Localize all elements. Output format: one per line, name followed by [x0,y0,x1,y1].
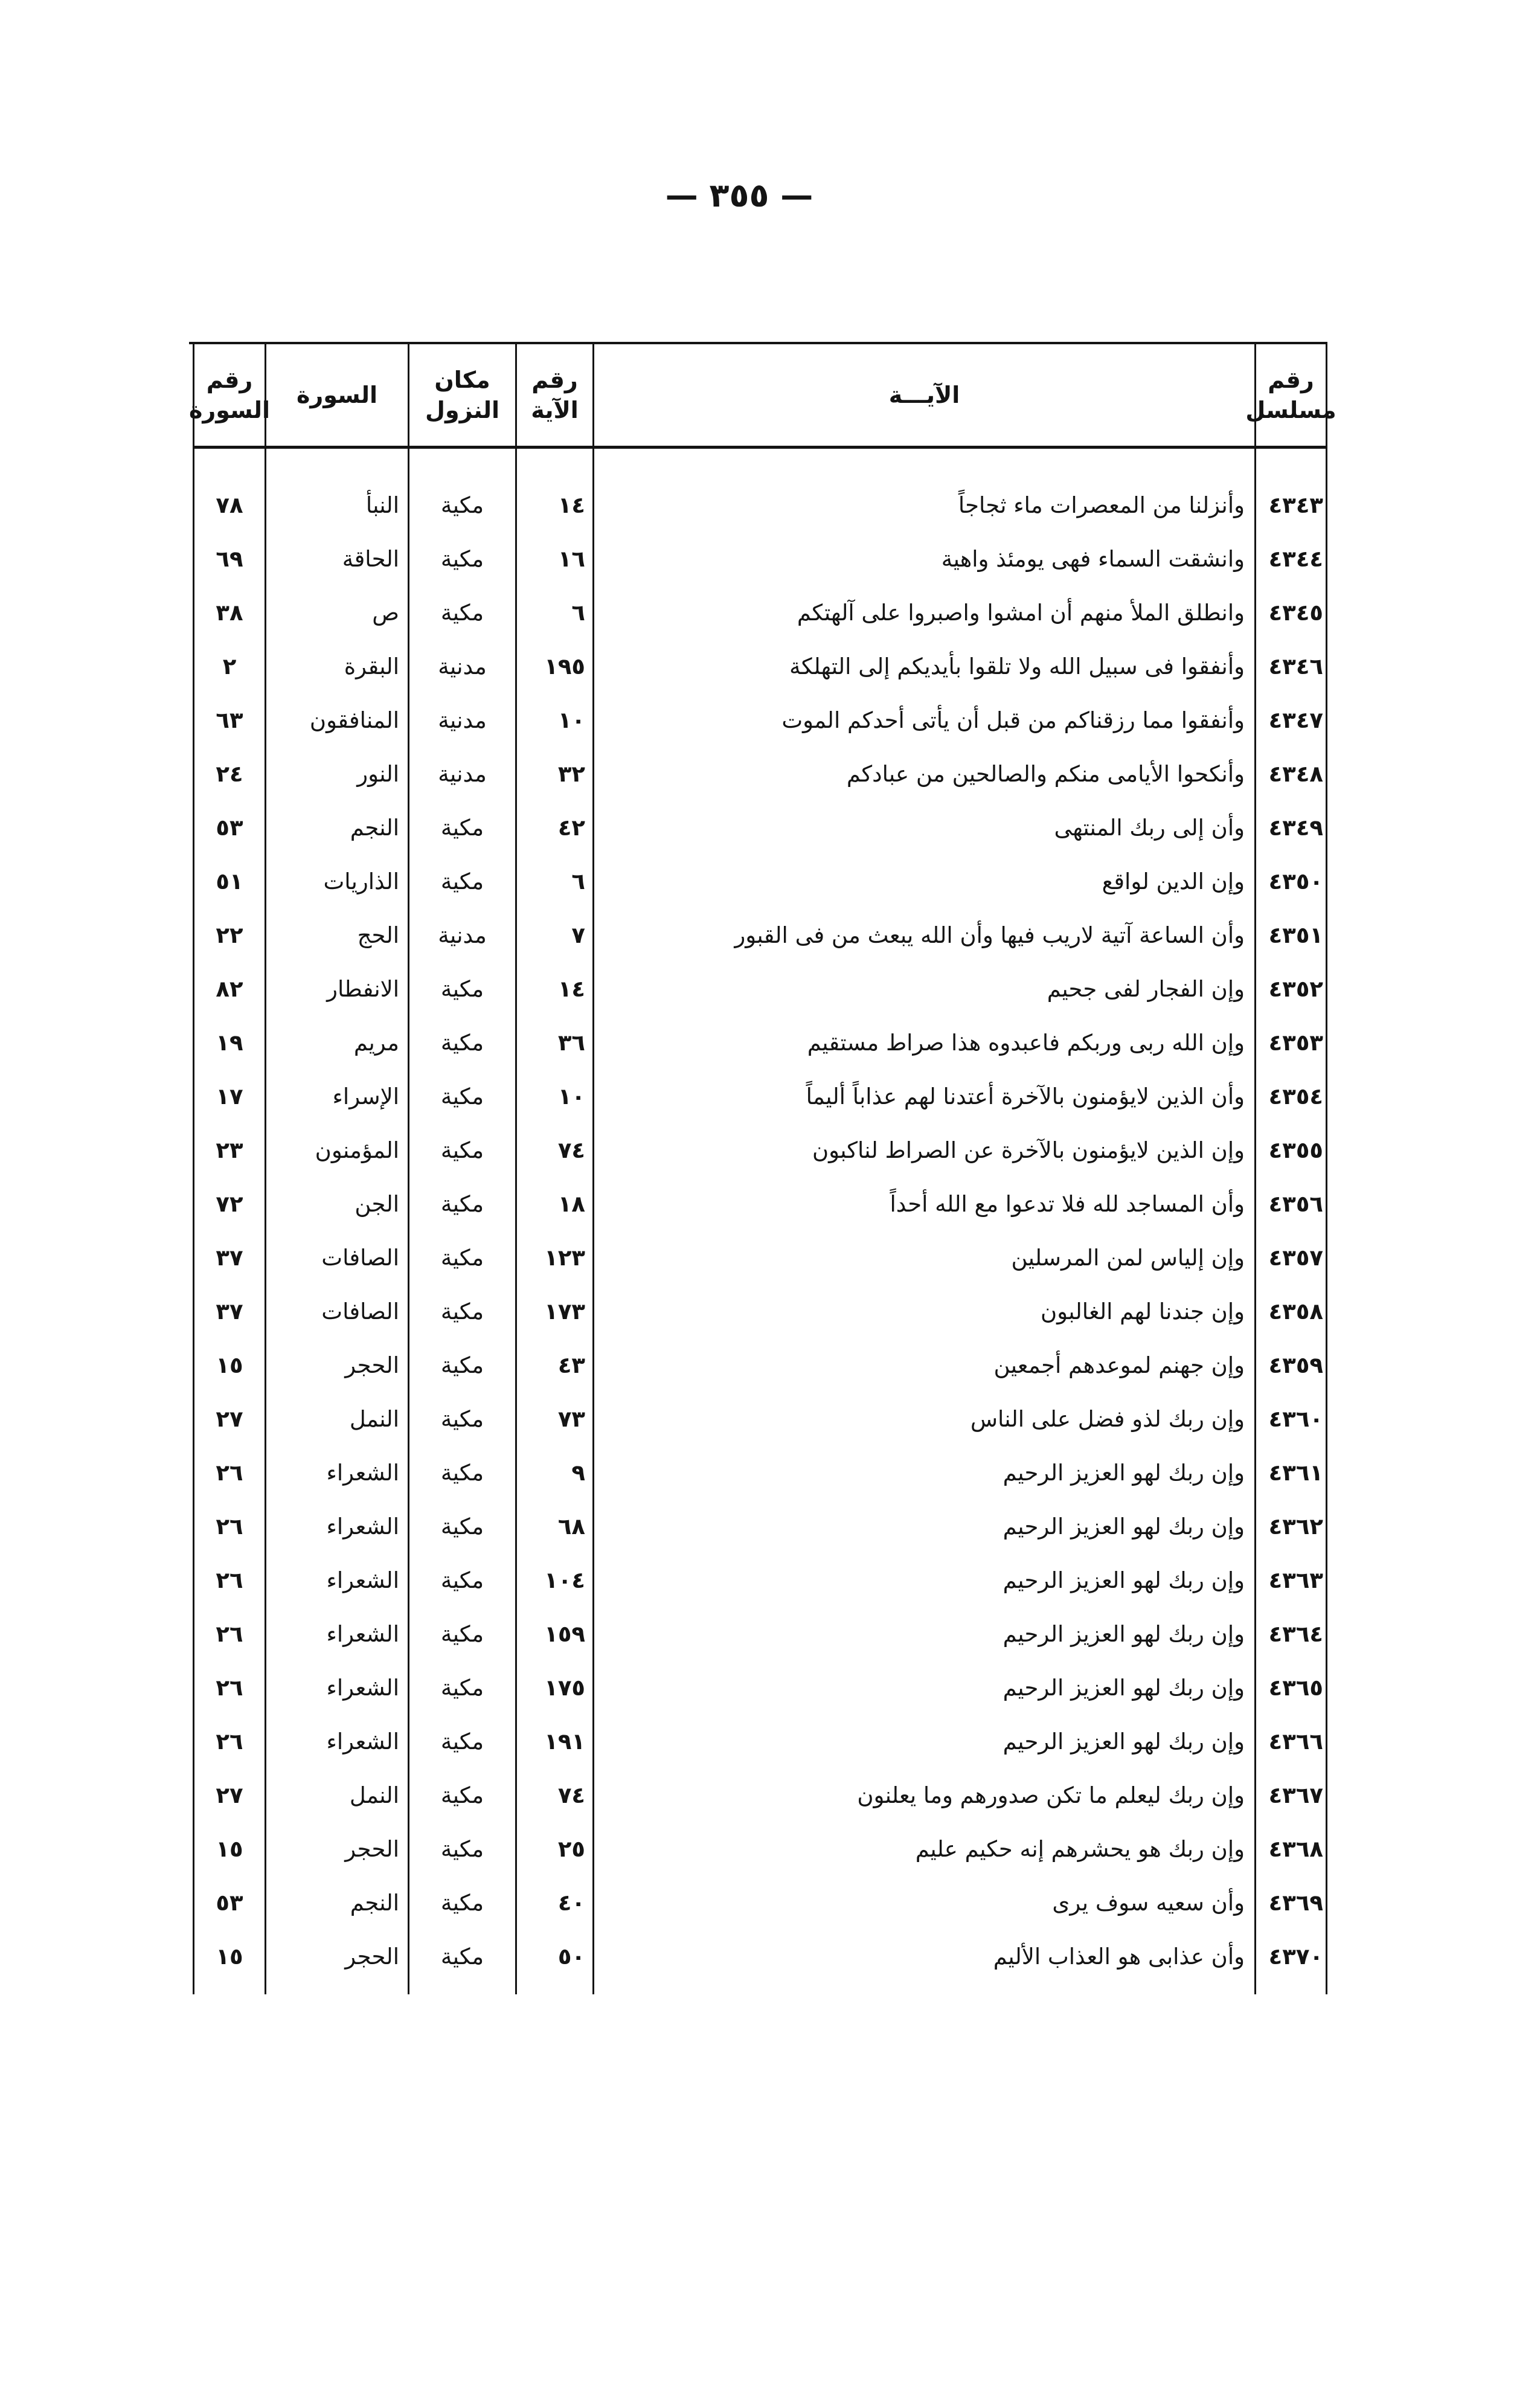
header-revelation-place [409,344,515,446]
surah-number-cell: ٧٨ [216,492,243,518]
table-row [193,1392,1327,1446]
surah-name-cell: المؤمنون [315,1137,399,1163]
table-body [193,478,1327,1983]
table-row [193,908,1327,962]
verse-text-cell: وإن الفجار لفى جحيم [1047,976,1245,1002]
verse-text-cell: وإن إلياس لمن المرسلين [1011,1245,1245,1271]
surah-number-cell: ٥٣ [216,815,243,841]
serial-number-cell: ٤٣٦٨ [1268,1836,1323,1862]
header-verse-label: الآيـــة [888,382,960,408]
verse-text-cell: وإن ربك لهو العزيز الرحيم [1003,1675,1245,1701]
surah-number-cell: ٦٣ [216,707,243,733]
surah-number-cell: ٦٩ [216,546,243,572]
surah-name-cell: الحجر [345,1944,399,1970]
surah-number-cell: ٣٧ [216,1245,243,1271]
verse-text-cell: وأن عذابى هو العذاب الأليم [993,1944,1245,1970]
surah-name-cell: الإسراء [332,1084,399,1109]
revelation-place-cell: مكية [440,1729,484,1755]
verse-text-cell: وإن ربك هو يحشرهم إنه حكيم عليم [915,1836,1245,1862]
revelation-place-cell: مدنية [438,922,487,948]
verse-text-cell: وإن جهنم لموعدهم أجمعين [993,1352,1245,1378]
serial-number-cell: ٤٣٦٢ [1268,1514,1323,1540]
surah-number-cell: ٢٢ [216,922,243,948]
surah-number-cell: ٥١ [216,869,243,894]
table-row [193,1231,1327,1285]
revelation-place-cell: مدنية [438,653,487,679]
serial-number-cell: ٤٣٦٣ [1268,1567,1323,1593]
verse-text-cell: وأن الذين لايؤمنون بالآخرة أعتدنا لهم عذاباً أليماً [806,1084,1245,1109]
verse-number-cell: ١٦ [557,546,585,572]
revelation-place-cell: مكية [440,815,484,841]
verse-text-cell: وإن ربك لذو فضل على الناس [970,1406,1245,1432]
serial-number-cell: ٤٣٥٩ [1268,1352,1323,1378]
table-row [193,640,1327,693]
verse-text-cell: وإن ربك لهو العزيز الرحيم [1003,1567,1245,1593]
header-surah-number-line1: رقم [206,367,253,393]
surah-name-cell: النبأ [365,492,399,518]
verse-number-cell: ٢٥ [557,1836,585,1862]
surah-name-cell: النجم [350,1890,399,1916]
table-row [193,962,1327,1016]
surah-name-cell: النجم [350,815,399,841]
revelation-place-cell: مكية [440,1460,484,1486]
verse-number-cell: ٩ [571,1460,585,1486]
surah-name-cell: الشعراء [326,1460,399,1486]
serial-number-cell: ٤٣٦٦ [1268,1729,1323,1755]
table-row [193,1661,1327,1715]
verse-text-cell: وإن ربك لهو العزيز الرحيم [1003,1460,1245,1486]
revelation-place-cell: مكية [440,1299,484,1325]
serial-number-cell: ٤٣٥٦ [1268,1191,1323,1217]
serial-number-cell: ٤٣٦٧ [1268,1782,1323,1808]
verse-text-cell: وأنكحوا الأيامى منكم والصالحين من عبادكم [846,761,1245,787]
table-row [193,1177,1327,1231]
revelation-place-cell: مكية [440,1944,484,1970]
verse-number-cell: ١٤ [557,492,585,518]
header-serial-line1: رقم [1268,367,1314,393]
table-row [193,1446,1327,1500]
surah-name-cell: الشعراء [326,1567,399,1593]
serial-number-cell: ٤٣٦٤ [1268,1621,1323,1647]
surah-number-cell: ٢٦ [216,1729,243,1755]
table-row [193,532,1327,586]
header-verse [594,344,1254,446]
verse-text-cell: وانطلق الملأ منهم أن امشوا واصبروا على آلهتكم [797,600,1245,626]
table-row [193,693,1327,747]
serial-number-cell: ٤٣٥١ [1268,922,1323,948]
header-verse-number-line2: الآية [531,397,579,423]
verse-text-cell: وإن الذين لايؤمنون بالآخرة عن الصراط لناكبون [812,1137,1245,1163]
revelation-place-cell: مكية [440,976,484,1002]
surah-number-cell: ٢٦ [216,1514,243,1540]
surah-number-cell: ٢٤ [216,761,243,787]
serial-number-cell: ٤٣٦٠ [1268,1406,1323,1432]
verse-number-cell: ٣٦ [557,1030,585,1056]
table-row [193,1070,1327,1123]
page-number: — ٣٥٥ — [665,176,813,214]
revelation-place-cell: مكية [440,1621,484,1647]
header-serial [1245,344,1336,446]
revelation-place-cell: مكية [440,492,484,518]
serial-number-cell: ٤٣٤٥ [1268,600,1323,626]
surah-number-cell: ٣٨ [216,600,243,626]
serial-number-cell: ٤٣٦٥ [1268,1675,1323,1701]
verse-number-cell: ٧٣ [557,1406,585,1432]
surah-name-cell: الذاريات [323,869,399,894]
verse-number-cell: ٧ [571,922,585,948]
table-row [193,1553,1327,1607]
revelation-place-cell: مكية [440,1782,484,1808]
verse-number-cell: ١٠٤ [544,1567,585,1593]
serial-number-cell: ٤٣٤٤ [1268,546,1323,572]
verse-number-cell: ٦ [571,869,585,894]
table-row [193,1822,1327,1876]
verse-text-cell: وأن المساجد لله فلا تدعوا مع الله أحداً [890,1191,1245,1217]
table-row [193,801,1327,855]
verse-text-cell: وأنزلنا من المعصرات ماء ثجاجاً [958,492,1245,518]
surah-name-cell: المنافقون [309,707,399,733]
surah-number-cell: ٥٣ [216,1890,243,1916]
header-surah-number-line2: السورة [188,397,271,423]
verse-number-cell: ٣٢ [557,761,585,787]
revelation-place-cell: مدنية [438,761,487,787]
surah-number-cell: ٢٧ [216,1782,243,1808]
verse-number-cell: ٥٠ [557,1944,585,1970]
table-header [188,344,1336,446]
header-verse-number [517,344,592,446]
surah-name-cell: الحجر [345,1352,399,1378]
surah-name-cell: البقرة [344,653,399,679]
revelation-place-cell: مكية [440,1245,484,1271]
header-surah-number [188,344,271,446]
verse-number-cell: ٤٢ [557,815,585,841]
verse-number-cell: ١٢٣ [544,1245,585,1271]
serial-number-cell: ٤٣٥٧ [1268,1245,1323,1271]
header-place-line1: مكان [434,367,490,393]
surah-number-cell: ٢٧ [216,1406,243,1432]
serial-number-cell: ٤٣٥٨ [1268,1299,1323,1325]
surah-name-cell: الحاقة [342,546,399,572]
verse-text-cell: وإن ربك لهو العزيز الرحيم [1003,1514,1245,1540]
table-row [193,747,1327,801]
revelation-place-cell: مكية [440,1836,484,1862]
table-row [193,586,1327,640]
revelation-place-cell: مدنية [438,707,487,733]
surah-name-cell: الشعراء [326,1675,399,1701]
verse-number-cell: ٧٤ [557,1782,585,1808]
verse-number-cell: ١٧٥ [544,1675,585,1701]
surah-number-cell: ١٥ [216,1836,243,1862]
surah-name-cell: الحج [357,922,399,948]
table-header-rule [193,446,1327,449]
header-place-line2: النزول [425,397,500,423]
surah-name-cell: ص [372,600,399,626]
revelation-place-cell: مكية [440,1514,484,1540]
serial-number-cell: ٤٣٥٣ [1268,1030,1323,1056]
surah-number-cell: ٣٧ [216,1299,243,1325]
table-row [193,1715,1327,1768]
table-row [193,478,1327,532]
surah-number-cell: ٨٢ [216,976,243,1002]
serial-number-cell: ٤٣٥٤ [1268,1084,1323,1109]
revelation-place-cell: مكية [440,1352,484,1378]
serial-number-cell: ٤٣٦١ [1268,1460,1323,1486]
verse-number-cell: ٤٣ [557,1352,585,1378]
serial-number-cell: ٤٣٥٠ [1268,869,1323,894]
header-surah-label: السورة [296,382,378,408]
surah-number-cell: ١٩ [216,1030,243,1056]
revelation-place-cell: مكية [440,1137,484,1163]
verse-text-cell: وإن جندنا لهم الغالبون [1041,1299,1245,1325]
table-row [193,1016,1327,1070]
table-row [193,1930,1327,1983]
verse-text-cell: وإن الله ربى وربكم فاعبدوه هذا صراط مستقيم [807,1030,1245,1056]
serial-number-cell: ٤٣٤٦ [1268,653,1323,679]
verse-number-cell: ١٨ [557,1191,585,1217]
verse-number-cell: ١٩١ [544,1729,585,1755]
verse-number-cell: ١٥٩ [544,1621,585,1647]
header-verse-number-line1: رقم [531,367,578,393]
verse-text-cell: وانشقت السماء فهى يومئذ واهية [941,546,1245,572]
surah-number-cell: ٢٣ [216,1137,243,1163]
verse-number-cell: ٦٨ [557,1514,585,1540]
revelation-place-cell: مكية [440,1567,484,1593]
revelation-place-cell: مكية [440,1675,484,1701]
serial-number-cell: ٤٣٦٩ [1268,1890,1323,1916]
surah-number-cell: ١٧ [216,1084,243,1109]
serial-number-cell: ٤٣٤٩ [1268,815,1323,841]
surah-number-cell: ٢٦ [216,1567,243,1593]
surah-name-cell: مريم [353,1030,399,1056]
verse-text-cell: وأن الساعة آتية لاريب فيها وأن الله يبعث من فى القبور [734,922,1245,948]
header-serial-line2: مسلسل [1245,397,1336,423]
surah-number-cell: ١٥ [216,1352,243,1378]
surah-name-cell: الشعراء [326,1621,399,1647]
verse-text-cell: وأنفقوا مما رزقناكم من قبل أن يأتى أحدكم الموت [781,707,1245,733]
surah-name-cell: الصافات [321,1299,399,1325]
verse-text-cell: وأن إلى ربك المنتهى [1054,815,1245,841]
header-surah [266,344,408,446]
surah-number-cell: ١٥ [216,1944,243,1970]
verse-number-cell: ١٠ [557,707,585,733]
revelation-place-cell: مكية [440,1191,484,1217]
verse-number-cell: ٤٠ [557,1890,585,1916]
serial-number-cell: ٤٣٥٥ [1268,1137,1323,1163]
revelation-place-cell: مكية [440,1406,484,1432]
surah-number-cell: ٢ [222,653,237,679]
table-row [193,1607,1327,1661]
verse-text-cell: وإن ربك لهو العزيز الرحيم [1003,1621,1245,1647]
surah-name-cell: الحجر [345,1836,399,1862]
surah-number-cell: ٢٦ [216,1460,243,1486]
surah-number-cell: ٢٦ [216,1621,243,1647]
surah-number-cell: ٧٢ [216,1191,243,1217]
verse-text-cell: وإن ربك لهو العزيز الرحيم [1003,1729,1245,1755]
surah-number-cell: ٢٦ [216,1675,243,1701]
revelation-place-cell: مكية [440,1084,484,1109]
revelation-place-cell: مكية [440,1890,484,1916]
serial-number-cell: ٤٣٤٣ [1268,492,1323,518]
revelation-place-cell: مكية [440,600,484,626]
table-row [193,855,1327,908]
surah-name-cell: الصافات [321,1245,399,1271]
revelation-place-cell: مكية [440,869,484,894]
verse-text-cell: وأن سعيه سوف يرى [1052,1890,1245,1916]
serial-number-cell: ٤٣٤٨ [1268,761,1323,787]
surah-name-cell: النمل [349,1406,399,1432]
verse-index-table [188,342,1336,1994]
revelation-place-cell: مكية [440,1030,484,1056]
surah-name-cell: الشعراء [326,1514,399,1540]
surah-name-cell: الجن [355,1191,399,1217]
serial-number-cell: ٤٣٥٢ [1268,976,1323,1002]
table-row [193,1338,1327,1392]
verse-text-cell: وأنفقوا فى سبيل الله ولا تلقوا بأيديكم إلى التهلكة [789,653,1245,679]
surah-name-cell: النور [357,761,399,787]
verse-number-cell: ٧٤ [557,1137,585,1163]
verse-number-cell: ١٤ [557,976,585,1002]
serial-number-cell: ٤٣٧٠ [1268,1944,1323,1970]
verse-number-cell: ١٧٣ [544,1299,585,1325]
surah-name-cell: النمل [349,1782,399,1808]
verse-text-cell: وإن الدين لواقع [1102,869,1245,894]
surah-name-cell: الشعراء [326,1729,399,1755]
verse-text-cell: وإن ربك ليعلم ما تكن صدورهم وما يعلنون [857,1782,1245,1808]
table-row [193,1876,1327,1930]
surah-name-cell: الانفطار [327,976,399,1002]
table-row [193,1285,1327,1338]
table-row [193,1768,1327,1822]
verse-number-cell: ٦ [571,600,585,626]
table-row [193,1500,1327,1553]
table-row [193,1123,1327,1177]
revelation-place-cell: مكية [440,546,484,572]
verse-number-cell: ١٩٥ [544,653,585,679]
verse-number-cell: ١٠ [557,1084,585,1109]
serial-number-cell: ٤٣٤٧ [1268,707,1323,733]
